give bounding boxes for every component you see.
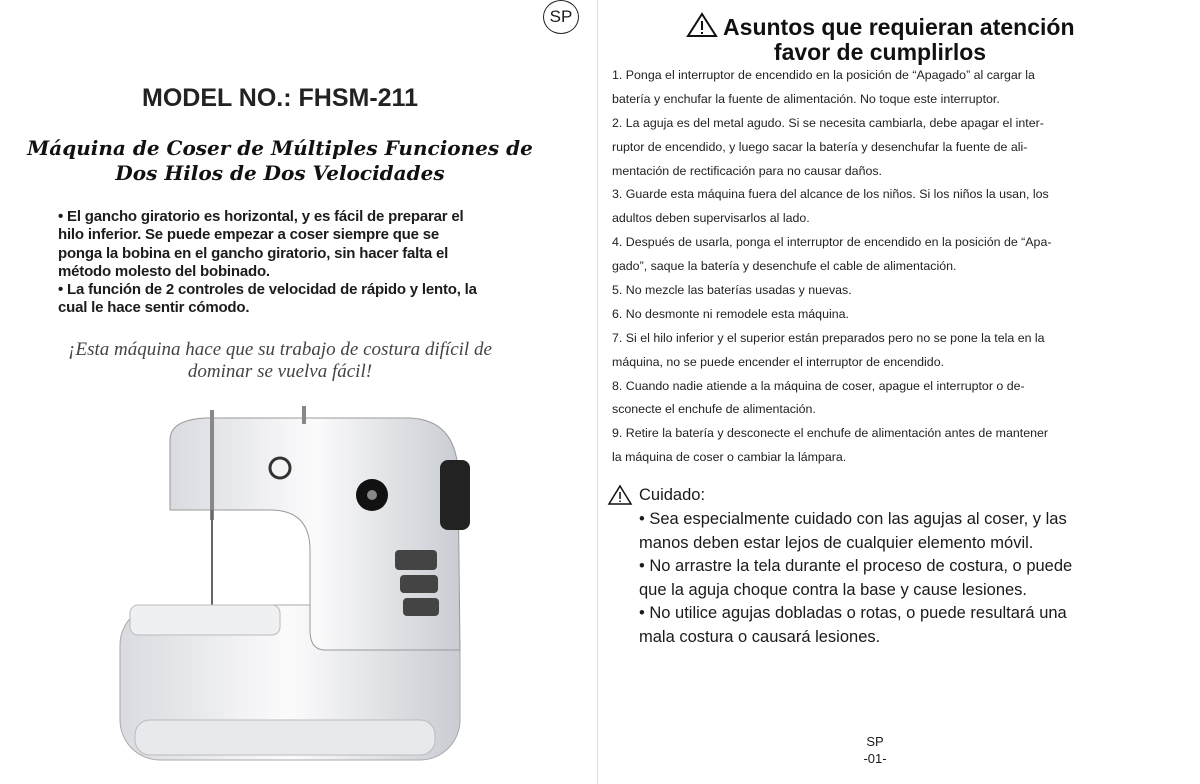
title-line: Máquina de Coser de Múltiples Funciones de <box>27 136 533 160</box>
list-item-line: 9. Retire la batería y desconecte el enchufe de alimentación antes de mantener <box>612 426 1049 441</box>
language-badge: SP <box>543 0 579 34</box>
sewing-machine-image <box>110 400 480 770</box>
list-item-line: batería y enchufar la fuente de alimentación. No toque este interruptor. <box>612 91 1000 106</box>
product-title <box>20 136 540 186</box>
caution-line: manos deben estar lejos de cualquier elemento móvil. <box>639 533 1034 552</box>
feature-line: cual le hace sentir cómodo. <box>58 299 250 317</box>
feature-line: • El gancho giratorio es horizontal, y es fácil de preparar el <box>58 208 464 225</box>
list-item-line: 5. No mezcle las baterías usadas y nuevas. <box>612 283 852 298</box>
list-item-line: 4. Después de usarla, ponga el interruptor de encendido en la posición de “Apa- <box>612 235 1052 250</box>
list-item-line: 6. No desmonte ni remodele esta máquina. <box>612 306 849 321</box>
feature-line: • La función de 2 controles de velocidad de rápido y lento, la <box>58 281 477 299</box>
page-number: -01- <box>863 751 887 766</box>
page-footer <box>840 733 910 767</box>
caution-heading: Cuidado: <box>639 485 706 504</box>
list-item-line: mentación de rectificación para no causar daños. <box>612 163 882 178</box>
list-item-line: 2. La aguja es del metal agudo. Si se necesita cambiarla, debe apagar el inter- <box>612 115 1044 130</box>
feature-line: ponga la bobina en el gancho giratorio, sin hacer falta el <box>58 244 449 262</box>
title-line: Dos Hilos de Dos Velocidades <box>115 161 445 185</box>
list-item-line: gado”, saque la batería y desenchufe el cable de alimentación. <box>612 259 957 274</box>
page-divider <box>597 0 598 784</box>
title-line <box>610 12 1150 40</box>
list-item-line: ruptor de encendido, y luego sacar la batería y desenchufar la fuente de ali- <box>612 139 1028 154</box>
title-text: Asuntos que requieran atención <box>723 14 1075 40</box>
list-item-line: 1. Ponga el interruptor de encendido en la posición de “Apagado” al cargar la <box>612 68 1035 82</box>
warning-triangle-icon <box>607 484 633 506</box>
tagline <box>20 339 540 383</box>
list-item-line: 8. Cuando nadie atiende a la máquina de coser, apague el interruptor o de- <box>612 378 1025 393</box>
tagline-line: ¡Esta máquina hace que su trabajo de costura difícil de <box>68 339 492 360</box>
title-line: favor de cumplirlos <box>773 39 987 65</box>
model-number: MODEL NO.: FHSM-211 <box>142 84 418 112</box>
feature-list <box>58 208 528 318</box>
tagline-line: dominar se vuelva fácil! <box>187 361 373 382</box>
attention-list <box>612 65 1172 471</box>
footer-lang: SP <box>866 734 884 749</box>
list-item-line: máquina, no se puede encender el interruptor de encendido. <box>612 354 945 369</box>
caution-line: que la aguja choque contra la base y cause lesiones. <box>639 580 1028 599</box>
feature-line: hilo inferior. Se puede empezar a coser siempre que se <box>58 226 440 244</box>
caution-section <box>607 484 1167 650</box>
list-item-line: 3. Guarde esta máquina fuera del alcance de los niños. Si los niños la usan, los <box>612 187 1049 202</box>
list-item-line: sconecte el enchufe de alimentación. <box>612 402 816 417</box>
warning-triangle-icon <box>686 12 718 38</box>
caution-line: mala costura o causará lesiones. <box>639 627 881 646</box>
caution-line: • Sea especialmente cuidado con las agujas al coser, y las <box>639 510 1067 528</box>
list-item-line: la máquina de coser o cambiar la lámpara. <box>612 450 847 465</box>
caution-line: • No utilice agujas dobladas o rotas, o puede resultará una <box>639 604 1067 623</box>
attention-title <box>610 12 1150 65</box>
caution-line: • No arrastre la tela durante el proceso de costura, o puede <box>639 557 1073 576</box>
list-item-line: 7. Si el hilo inferior y el superior están preparados pero no se pone la tela en la <box>612 330 1045 345</box>
list-item-line: adultos deben supervisarlos al lado. <box>612 211 810 226</box>
feature-line: método molesto del bobinado. <box>58 262 270 280</box>
